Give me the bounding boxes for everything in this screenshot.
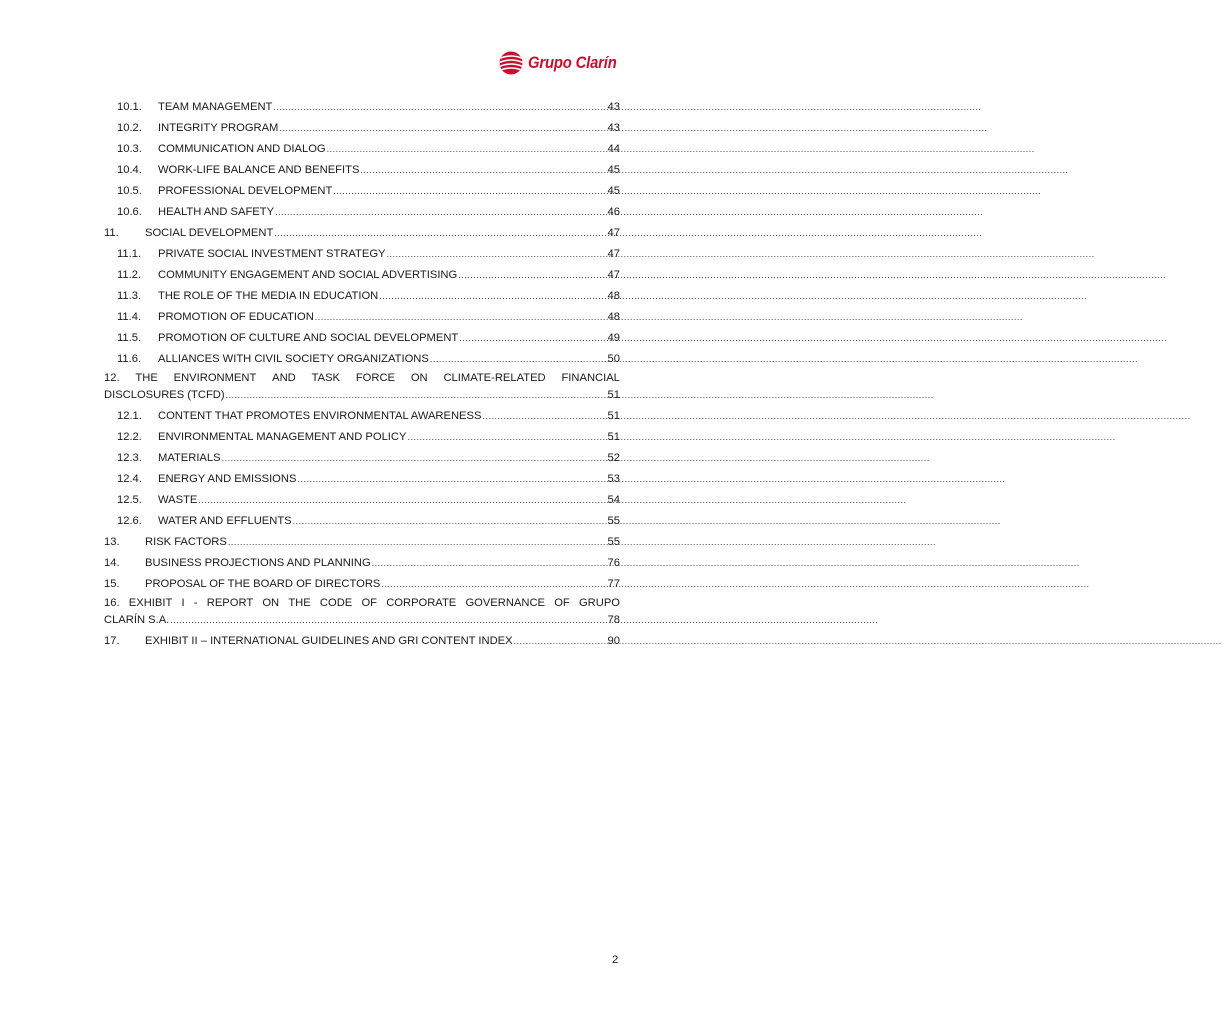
toc-entry-title-line (104, 370, 620, 387)
toc-entry-title: CLARÍN S.A. (104, 614, 170, 626)
toc-entry-page: 43 (607, 122, 620, 134)
toc-entry-title: SOCIAL DEVELOPMENT (145, 227, 274, 239)
toc-entry-word: - (193, 597, 198, 609)
toc-entry-word: OF (554, 597, 570, 609)
toc-entry[interactable] (104, 427, 620, 448)
toc-entry[interactable] (104, 97, 620, 118)
toc-entry-word: CLIMATE-RELATED (443, 372, 546, 384)
toc-entry-word: GOVERNANCE (465, 597, 546, 609)
toc-entry-page: 45 (607, 164, 620, 176)
toc-entry-word: CORPORATE (386, 597, 457, 609)
toc-entry[interactable] (104, 328, 620, 349)
toc-entry-number: 11. (104, 227, 119, 239)
toc-entry-word: GRUPO (578, 597, 620, 609)
table-of-contents (104, 97, 620, 652)
toc-entry-title: BUSINESS PROJECTIONS AND PLANNING (145, 557, 371, 569)
toc-entry-word: AND (272, 372, 296, 384)
toc-entry-number: 12. (104, 372, 120, 384)
toc-entry-title: EXHIBIT II – INTERNATIONAL GUIDELINES AND GRI CONTENT INDEX (145, 635, 513, 647)
toc-entry-page: 47 (607, 248, 620, 260)
toc-entry-page: 43 (607, 101, 620, 113)
toc-entry[interactable] (104, 406, 620, 427)
toc-entry-number: 16. (104, 597, 120, 609)
toc-leader-dots (222, 448, 607, 469)
toc-entry-title: THE ROLE OF THE MEDIA IN EDUCATION (158, 290, 379, 302)
toc-leader-dots (360, 160, 606, 181)
toc-entry-page: 47 (607, 227, 620, 239)
toc-entry-title: COMMUNICATION AND DIALOG (158, 143, 326, 155)
toc-leader-dots (279, 118, 606, 139)
toc-entry[interactable] (104, 286, 620, 307)
toc-leader-dots (275, 202, 607, 223)
toc-entry-title-line (104, 595, 620, 612)
toc-leader-dots (458, 265, 606, 286)
toc-entry-page: 55 (607, 536, 620, 548)
clarin-logo-icon (498, 50, 524, 76)
toc-entry-title: WASTE (158, 494, 198, 506)
toc-entry[interactable] (104, 511, 620, 532)
toc-leader-dots (274, 223, 606, 244)
toc-entry-page: 47 (607, 269, 620, 281)
toc-entry-title: ENVIRONMENTAL MANAGEMENT AND POLICY (158, 431, 407, 443)
toc-entry[interactable] (104, 265, 620, 286)
toc-entry-page: 51 (607, 410, 620, 422)
toc-entry[interactable] (104, 631, 620, 652)
toc-entry-page: 53 (607, 473, 620, 485)
toc-entry-word: ON (262, 597, 280, 609)
toc-entry-page: 50 (607, 353, 620, 365)
toc-entry-word: THE (288, 597, 311, 609)
toc-entry-page: 76 (607, 557, 620, 569)
toc-leader-dots (327, 139, 607, 160)
toc-entry-title: DISCLOSURES (TCFD) (104, 389, 225, 401)
toc-entry-number: 10.3. (117, 143, 142, 155)
toc-entry[interactable] (104, 574, 620, 595)
toc-entry-title: INTEGRITY PROGRAM (158, 122, 279, 134)
toc-entry[interactable] (104, 202, 620, 223)
toc-entry-page: 49 (607, 332, 620, 344)
toc-entry-number: 13. (104, 536, 120, 548)
toc-entry-title: TEAM MANAGEMENT (158, 101, 273, 113)
toc-entry-title: PROMOTION OF EDUCATION (158, 311, 314, 323)
toc-entry-number: 11.3. (117, 290, 142, 302)
toc-leader-dots (381, 574, 606, 595)
toc-entry-word: FINANCIAL (561, 372, 620, 384)
toc-leader-dots (482, 406, 606, 427)
toc-leader-dots (407, 427, 606, 448)
toc-entry-title: CONTENT THAT PROMOTES ENVIRONMENTAL AWARENESS (158, 410, 482, 422)
toc-entry-title: COMMUNITY ENGAGEMENT AND SOCIAL ADVERTISING (158, 269, 458, 281)
toc-entry-word: ENVIRONMENT (173, 372, 257, 384)
toc-entry[interactable] (104, 448, 620, 469)
toc-entry-number: 12.5. (117, 494, 142, 506)
toc-entry-number: 10.4. (117, 164, 142, 176)
toc-entry-number: 11.5. (117, 332, 142, 344)
toc-entry-number: 12.4. (117, 473, 142, 485)
toc-entry-number: 10.1. (117, 101, 142, 113)
toc-entry-page: 52 (607, 452, 620, 464)
toc-entry-word: TASK (311, 372, 340, 384)
toc-leader-dots (228, 532, 607, 553)
toc-entry-number: 14. (104, 557, 120, 569)
toc-entry-title: RISK FACTORS (145, 536, 227, 548)
toc-entry-page: 51 (607, 389, 620, 401)
toc-entry-page: 78 (607, 614, 620, 626)
toc-entry-title: HEALTH AND SAFETY (158, 206, 275, 218)
toc-entry-title: PROMOTION OF CULTURE AND SOCIAL DEVELOPMENT (158, 332, 459, 344)
toc-entry-page: 44 (607, 143, 620, 155)
toc-leader-dots (297, 469, 606, 490)
toc-entry-page: 48 (607, 290, 620, 302)
toc-leader-dots (198, 490, 606, 511)
toc-entry-number: 11.6. (117, 353, 142, 365)
toc-entry[interactable] (104, 370, 620, 406)
toc-entry[interactable] (104, 553, 620, 574)
brand-name: Grupo Clarín (528, 53, 617, 72)
toc-entry-number: 10.6. (117, 206, 142, 218)
toc-entry-number: 11.4. (117, 311, 142, 323)
toc-entry-page: 55 (607, 515, 620, 527)
toc-entry[interactable] (104, 490, 620, 511)
toc-entry-number: 12.3. (117, 452, 142, 464)
toc-entry-number: 11.1. (117, 248, 142, 260)
toc-entry-continuation (104, 612, 620, 631)
toc-entry-word: THE (135, 372, 158, 384)
toc-leader-dots (293, 511, 607, 532)
toc-entry-page: 77 (607, 578, 620, 590)
toc-entry-page: 51 (607, 431, 620, 443)
toc-leader-dots (170, 612, 606, 629)
toc-entry-title: PROFESSIONAL DEVELOPMENT (158, 185, 333, 197)
toc-entry[interactable] (104, 595, 620, 631)
page-number: 2 (612, 954, 619, 966)
toc-entry-number: 12.1. (117, 410, 142, 422)
toc-entry-word: FORCE (355, 372, 395, 384)
toc-entry-title: PRIVATE SOCIAL INVESTMENT STRATEGY (158, 248, 386, 260)
toc-entry-title: WATER AND EFFLUENTS (158, 515, 292, 527)
toc-entry-number: 10.2. (117, 122, 142, 134)
toc-entry-word: REPORT (206, 597, 254, 609)
toc-entry-number: 12.2. (117, 431, 142, 443)
toc-entry[interactable] (104, 181, 620, 202)
toc-leader-dots (430, 349, 607, 370)
toc-entry-page: 46 (607, 206, 620, 218)
toc-leader-dots (333, 181, 606, 202)
toc-entry-word: ON (410, 372, 428, 384)
toc-entry-title: ALLIANCES WITH CIVIL SOCIETY ORGANIZATIONS (158, 353, 429, 365)
toc-entry[interactable] (104, 139, 620, 160)
toc-entry[interactable] (104, 349, 620, 370)
toc-entry-number: 11.2. (117, 269, 142, 281)
toc-entry[interactable] (104, 118, 620, 139)
toc-entry-number: 10.5. (117, 185, 142, 197)
toc-entry-page: 90 (607, 635, 620, 647)
toc-leader-dots (459, 328, 606, 349)
toc-entry[interactable] (104, 532, 620, 553)
toc-entry-word: CODE (319, 597, 353, 609)
toc-entry-title: PROPOSAL OF THE BOARD OF DIRECTORS (145, 578, 381, 590)
toc-entry-number: 17. (104, 635, 120, 647)
toc-entry-word: OF (361, 597, 377, 609)
toc-entry-number: 15. (104, 578, 120, 590)
toc-leader-dots (226, 387, 607, 404)
toc-leader-dots (514, 631, 607, 652)
toc-entry-title: MATERIALS (158, 452, 221, 464)
toc-entry[interactable] (104, 469, 620, 490)
toc-entry-title: WORK-LIFE BALANCE AND BENEFITS (158, 164, 360, 176)
toc-entry[interactable] (104, 223, 620, 244)
toc-leader-dots (379, 286, 606, 307)
toc-entry-number: 12.6. (117, 515, 142, 527)
toc-leader-dots (273, 97, 606, 118)
grupo-clarin-logo (498, 50, 626, 76)
toc-entry[interactable] (104, 160, 620, 181)
toc-entry[interactable] (104, 307, 620, 328)
toc-entry-title: ENERGY AND EMISSIONS (158, 473, 297, 485)
toc-leader-dots (372, 553, 607, 574)
toc-entry-continuation (104, 387, 620, 406)
toc-entry-page: 45 (607, 185, 620, 197)
toc-entry-word: EXHIBIT (128, 597, 173, 609)
toc-entry-page: 54 (607, 494, 620, 506)
toc-leader-dots (387, 244, 607, 265)
toc-entry-page: 48 (607, 311, 620, 323)
toc-entry-word: I (181, 597, 185, 609)
toc-leader-dots (315, 307, 607, 328)
toc-entry[interactable] (104, 244, 620, 265)
